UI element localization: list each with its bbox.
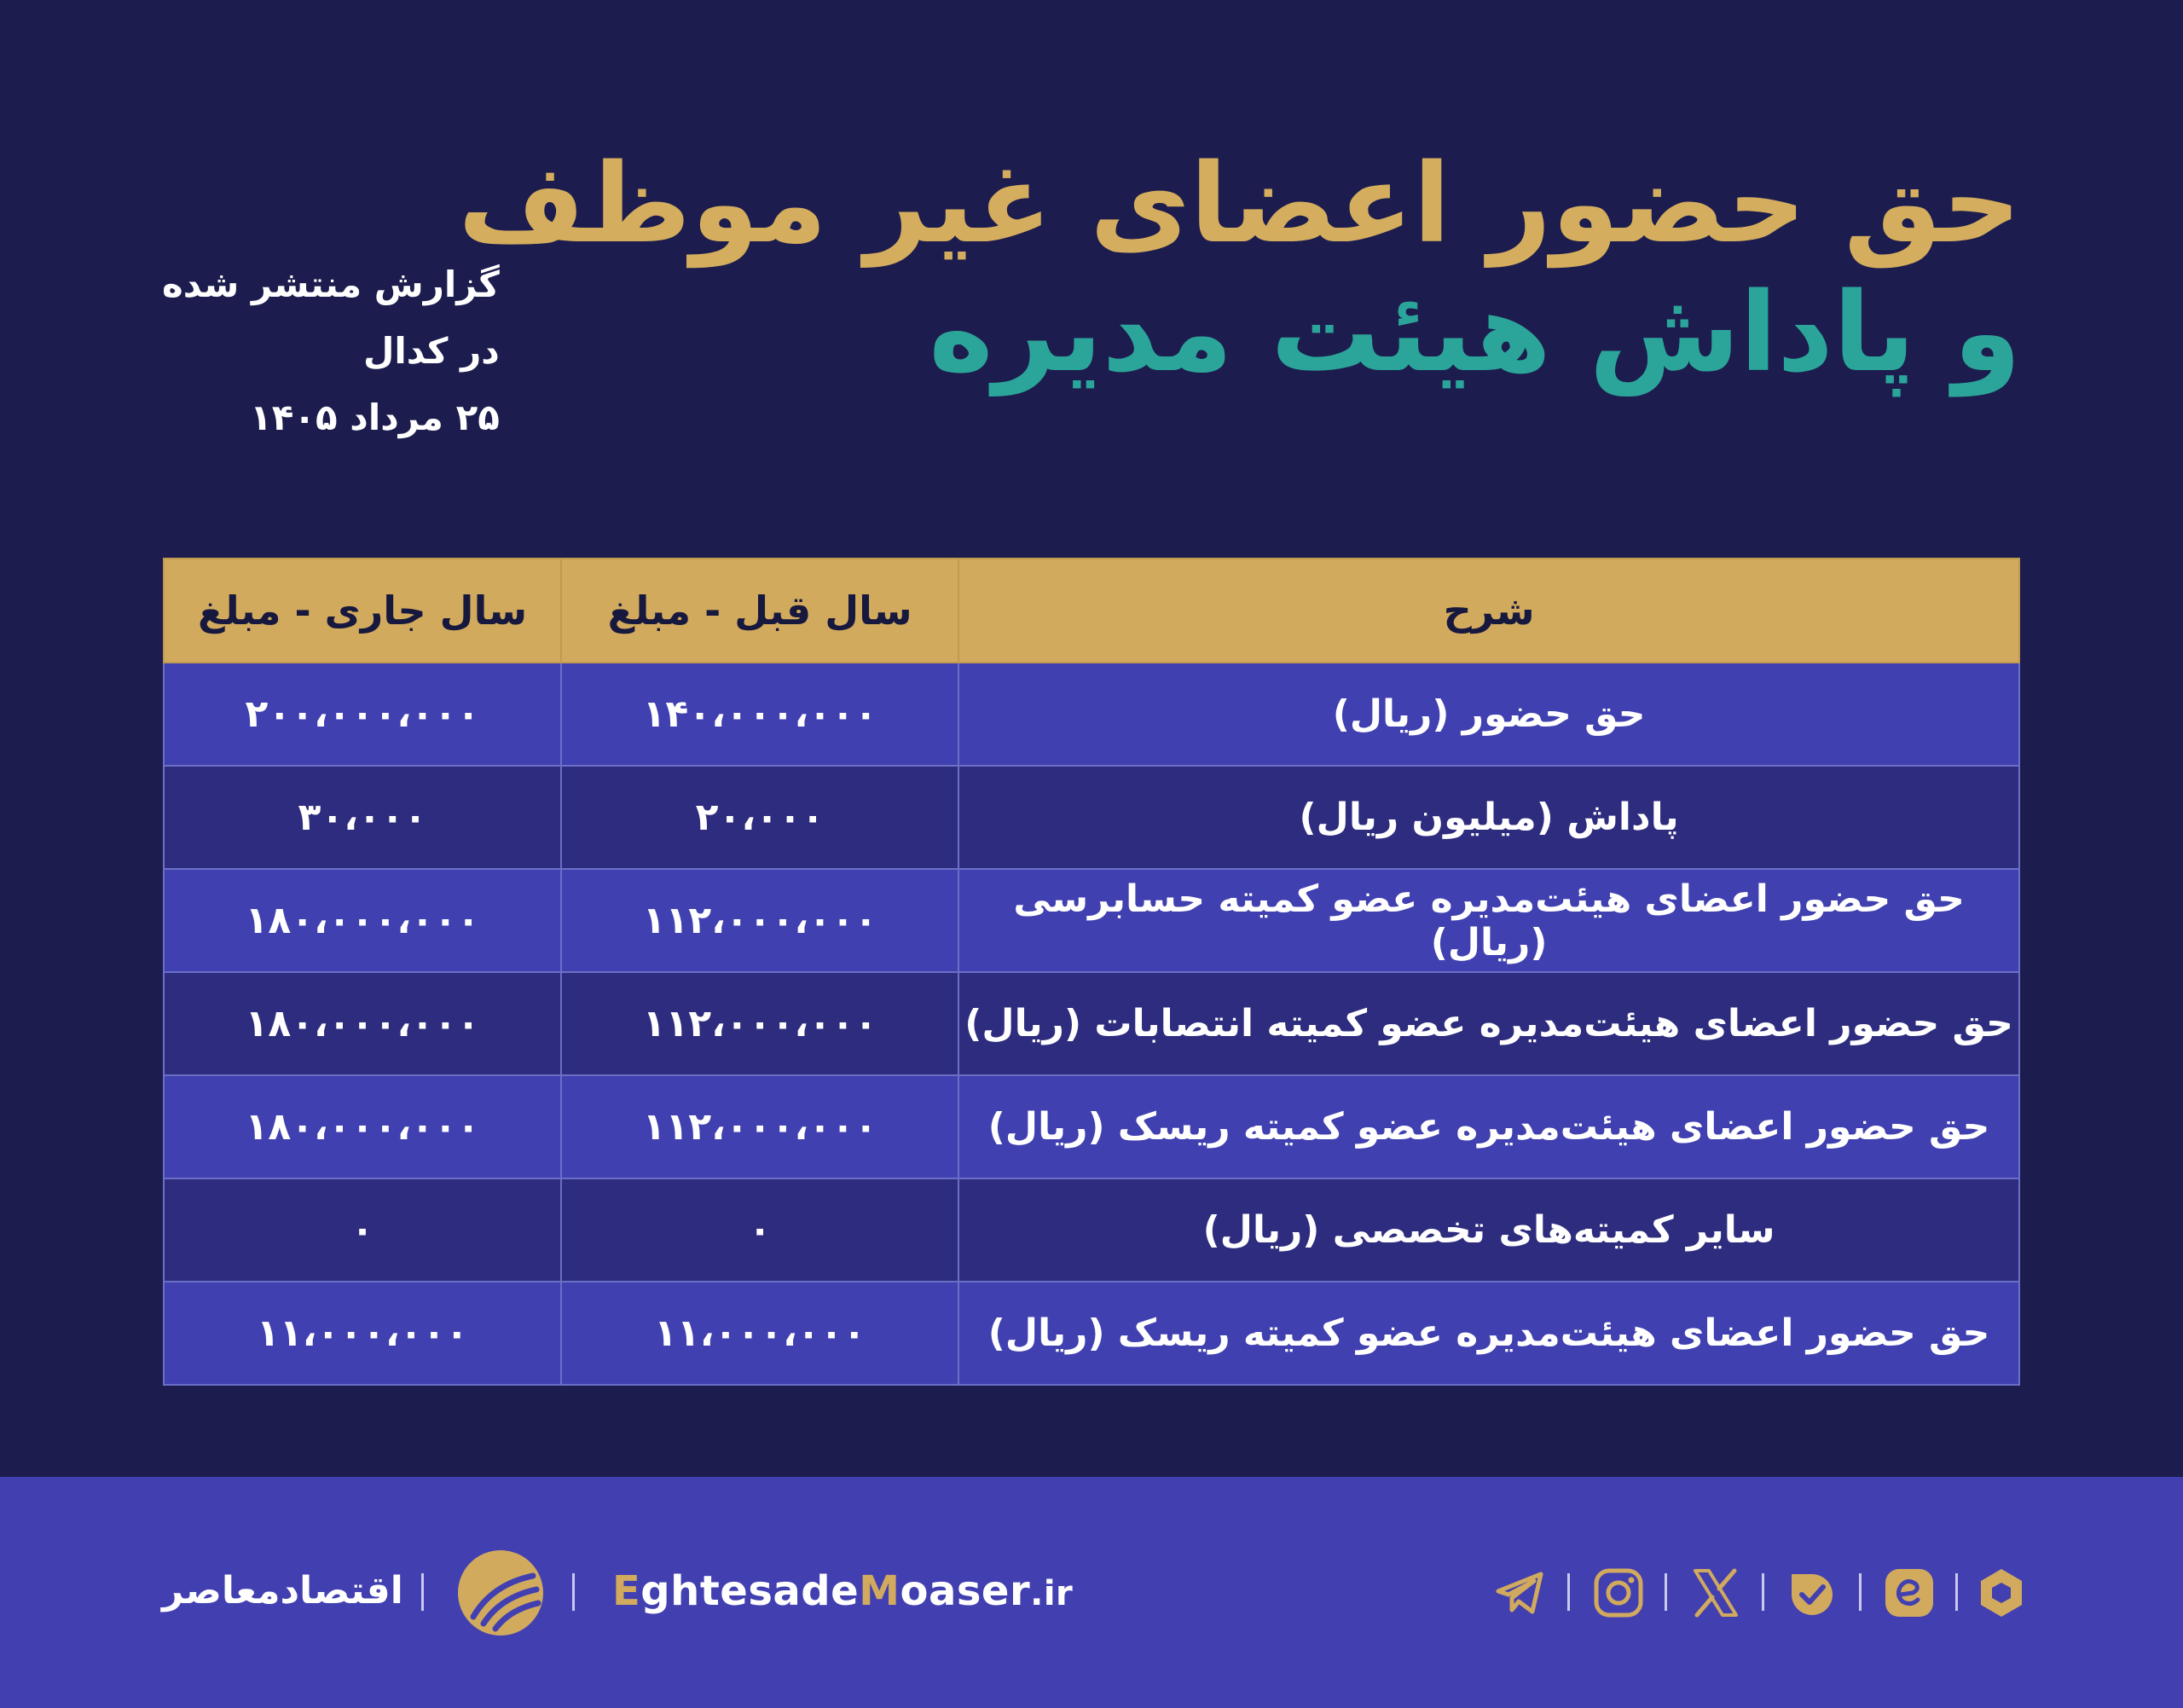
row-current-amount: ۱۸۰،۰۰۰،۰۰۰ <box>164 972 561 1075</box>
report-note-line: در کدال <box>362 330 500 372</box>
brand-name: اقتصادمعاصر <box>162 1569 403 1612</box>
divider <box>572 1573 575 1611</box>
page-subtitle: و پاداش هیئت مدیره <box>929 269 2021 397</box>
row-description: حق حضور اعضای هیئت‌مدیره عضو کمیته ریسک (ریال) <box>958 1075 2019 1178</box>
report-date: ۲۵ مرداد ۱۴۰۵ <box>250 397 500 438</box>
table-row <box>164 1075 2019 1178</box>
row-current-amount: ۱۸۰،۰۰۰،۰۰۰ <box>164 869 561 972</box>
row-previous-amount: ۱۴۰،۰۰۰،۰۰۰ <box>561 663 958 766</box>
row-current-amount: ۲۰۰،۰۰۰،۰۰۰ <box>164 663 561 766</box>
row-previous-amount: ۰ <box>561 1178 958 1282</box>
table-row <box>164 663 2019 766</box>
row-current-amount: ۱۸۰،۰۰۰،۰۰۰ <box>164 1075 561 1178</box>
bale-icon[interactable] <box>1785 1566 1839 1620</box>
row-description: حق حضور اعضای هیئت‌مدیره عضو کمیته ریسک (ریال) <box>958 1282 2019 1385</box>
report-note-line: گزارش منتشر شده <box>162 263 500 305</box>
divider <box>1567 1573 1570 1611</box>
report-note <box>162 252 500 451</box>
compensation-table <box>163 558 2020 1386</box>
divider <box>1859 1573 1862 1611</box>
row-description: سایر کمیته‌های تخصصی (ریال) <box>958 1178 2019 1282</box>
title-block <box>458 141 2021 397</box>
divider <box>421 1573 424 1611</box>
row-current-amount: ۰ <box>164 1178 561 1282</box>
table-row <box>164 972 2019 1075</box>
row-previous-amount: ۲۰،۰۰۰ <box>561 766 958 869</box>
row-previous-amount: ۱۱۲،۰۰۰،۰۰۰ <box>561 972 958 1075</box>
brand-logo-icon <box>458 1550 543 1636</box>
table-row <box>164 1178 2019 1282</box>
row-previous-amount: ۱۱۲،۰۰۰،۰۰۰ <box>561 1075 958 1178</box>
row-current-amount: ۳۰،۰۰۰ <box>164 766 561 869</box>
telegram-icon[interactable] <box>1493 1566 1548 1620</box>
divider <box>1665 1573 1667 1611</box>
header-current-year: سال جاری - مبلغ <box>164 559 561 663</box>
table-row <box>164 766 2019 869</box>
row-description: حق حضور (ریال) <box>958 663 2019 766</box>
header-description: شرح <box>958 559 2019 663</box>
row-description: حق حضور اعضای هیئت‌مدیره عضو کمیته حسابرسی (ریال) <box>958 869 2019 972</box>
divider <box>1762 1573 1764 1611</box>
table-row <box>164 1282 2019 1385</box>
eitaa-icon[interactable] <box>1882 1566 1937 1620</box>
page-title: حق حضور اعضای غیر موظف <box>458 141 2021 268</box>
x-icon[interactable] <box>1688 1566 1743 1620</box>
row-current-amount: ۱۱،۰۰۰،۰۰۰ <box>164 1282 561 1385</box>
row-previous-amount: ۱۱۲،۰۰۰،۰۰۰ <box>561 869 958 972</box>
table-row <box>164 869 2019 972</box>
header-previous-year: سال قبل - مبلغ <box>561 559 958 663</box>
website-link[interactable]: EghtesadeMoaser.ir <box>612 1567 1074 1615</box>
row-previous-amount: ۱۱،۰۰۰،۰۰۰ <box>561 1282 958 1385</box>
table-header-row <box>164 559 2019 663</box>
row-description: پاداش (میلیون ریال) <box>958 766 2019 869</box>
instagram-icon[interactable] <box>1591 1566 1646 1620</box>
rubika-icon[interactable] <box>1974 1566 2029 1620</box>
divider <box>1955 1573 1958 1611</box>
row-description: حق حضور اعضای هیئت‌مدیره عضو کمیته انتصابات (ریال) <box>958 972 2019 1075</box>
